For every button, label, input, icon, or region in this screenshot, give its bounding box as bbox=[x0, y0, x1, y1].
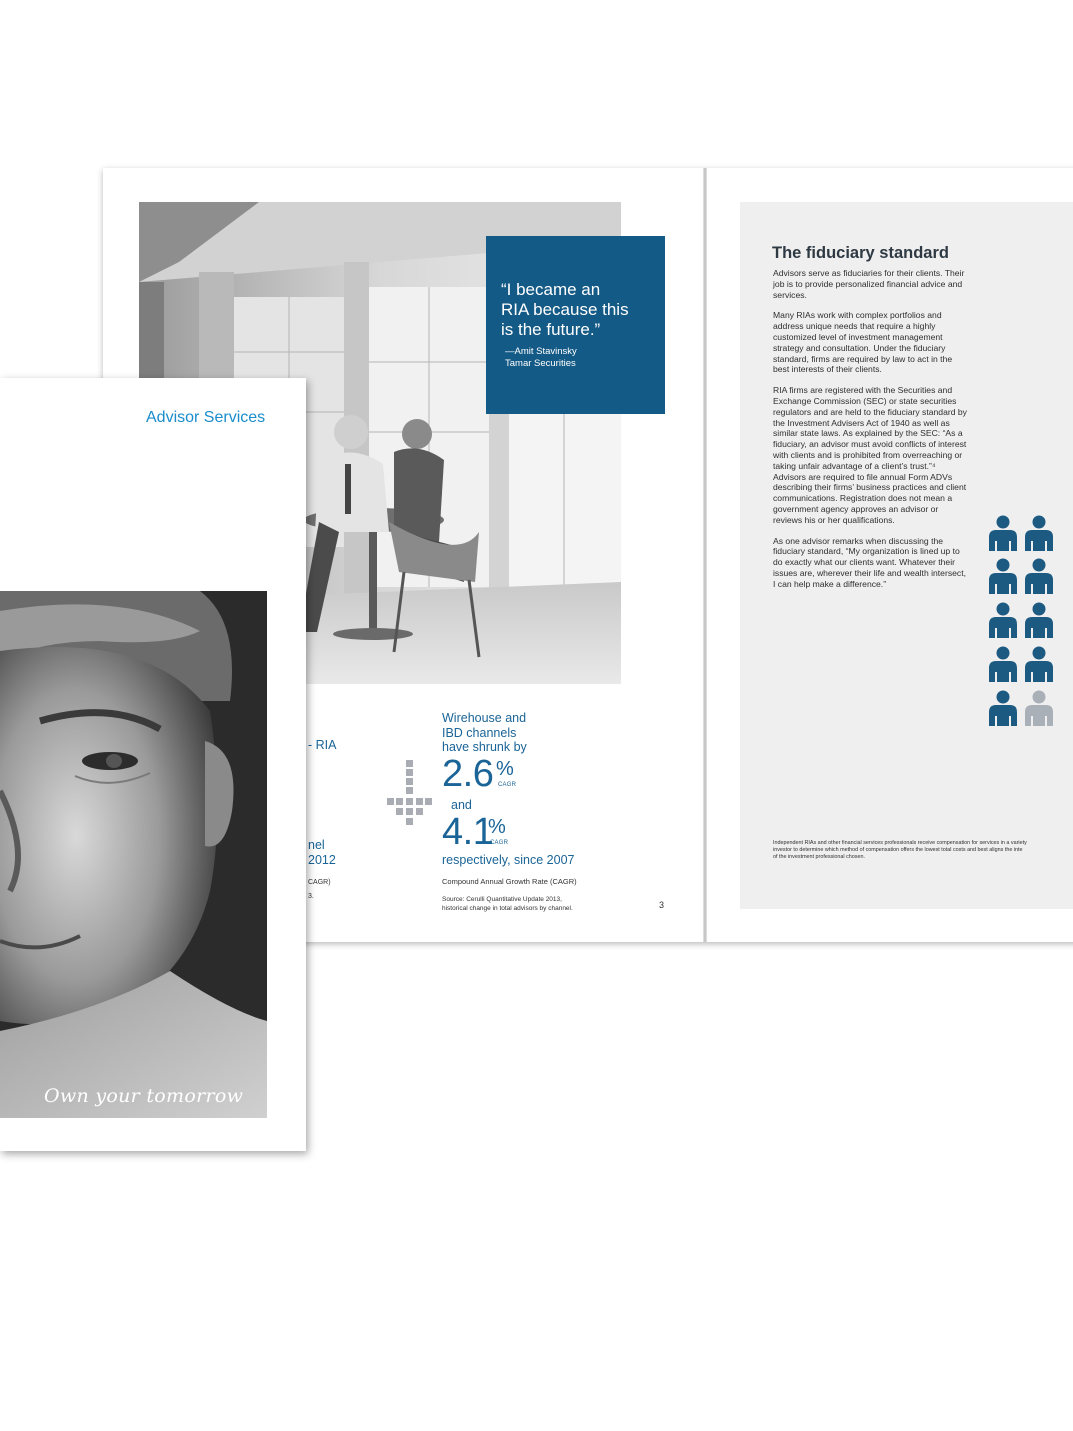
fiduciary-paragraph: Advisors serve as fiduciaries for their clients. Their job is to provide personalized financial advice and services. bbox=[773, 268, 965, 300]
quote-box bbox=[486, 236, 665, 414]
person-icon bbox=[987, 646, 1019, 682]
person-icon bbox=[987, 515, 1019, 551]
fiduciary-paragraph: Many RIAs work with complex portfolios and address unique needs that require a highly customized level of investment management strategy and consultation. Under the fiduciary standard, firms are required by law to act in the best interests of their clients. bbox=[773, 310, 953, 375]
stat-cagr-2: CAGR bbox=[490, 840, 509, 846]
footnote-line: Independent RIAs and other financial services professionals receive compensation for services in a variety bbox=[773, 840, 1027, 846]
stat-since: respectively, since 2007 bbox=[442, 853, 575, 867]
fiduciary-title: The fiduciary standard bbox=[772, 244, 949, 262]
person-icon bbox=[987, 690, 1019, 726]
stat-source: Source: Cerulli Quantitative Update 2013, historical change in total advisors by channel. bbox=[442, 896, 573, 912]
fiduciary-paragraph: RIA firms are registered with the Securities and Exchange Commission (SEC) or state securities regulators and are held to the fiduciary standard by the Investment Advisers Act of 1940 as well as similar state laws. As explained by the SEC: “As a fiduciary, an advisor must avoid conflicts of interest with clients and is prohibited from overreaching or taking unfair advantage of a client’s trust.”⁴ Advisors are required to file annual Form ADVs describing their firms’ business practices and client communications. Registration does not mean a government agency approves an advisor or reviews his or her qualifications. bbox=[773, 385, 967, 525]
person-icon bbox=[1023, 602, 1055, 638]
spread-gutter bbox=[703, 168, 707, 942]
stat-cagr-1: CAGR bbox=[498, 782, 517, 788]
brochure-cover bbox=[0, 378, 306, 1151]
footnote-line: investor to determine which method of compensation offers the lowest total costs and best aligns the inte bbox=[773, 846, 1023, 853]
person-icon bbox=[987, 558, 1019, 594]
stat-lead: Wirehouse and IBD channels have shrunk by bbox=[442, 711, 527, 754]
person-icon-light bbox=[1023, 690, 1055, 726]
stat-value-2: 4.1 bbox=[442, 811, 494, 853]
left-partial-cagr: CAGR) bbox=[308, 879, 331, 886]
left-partial-fragment: 3. bbox=[308, 893, 314, 900]
left-partial-nel: nel bbox=[308, 838, 325, 852]
quote-attribution: —Amit Stavinsky Tamar Securities bbox=[505, 346, 577, 369]
man-portrait-photo bbox=[0, 591, 267, 1118]
fiduciary-footnote bbox=[773, 840, 1073, 860]
left-partial-ria: - RIA bbox=[308, 738, 337, 752]
fiduciary-paragraph: As one advisor remarks when discussing the fiduciary standard, “My organization is lined up to do exactly what our clients want. Whatever their issues are, wherever their life and wealth intersect, I can help make a difference.” bbox=[773, 535, 966, 589]
stat-percent-1: % bbox=[496, 758, 514, 780]
person-icon bbox=[987, 602, 1019, 638]
quote-text: “I became an RIA because this is the future.” bbox=[501, 280, 629, 339]
stat-and: and bbox=[451, 798, 472, 812]
stat-definition: Compound Annual Growth Rate (CAGR) bbox=[442, 877, 577, 886]
stat-value-1: 2.6 bbox=[442, 753, 494, 795]
footnote-line: of the investment professional chosen. bbox=[773, 853, 865, 860]
page-number: 3 bbox=[659, 900, 665, 910]
fiduciary-panel bbox=[740, 202, 1073, 909]
person-icon bbox=[1023, 558, 1055, 594]
cover-title: Advisor Services bbox=[146, 409, 266, 426]
stat-percent-2: % bbox=[488, 816, 506, 838]
cover-tagline: Own your tomorrow bbox=[44, 1085, 244, 1107]
person-icon bbox=[1023, 646, 1055, 682]
left-partial-year: 2012 bbox=[308, 853, 336, 867]
person-icon bbox=[1023, 515, 1055, 551]
fiduciary-body bbox=[773, 268, 969, 600]
